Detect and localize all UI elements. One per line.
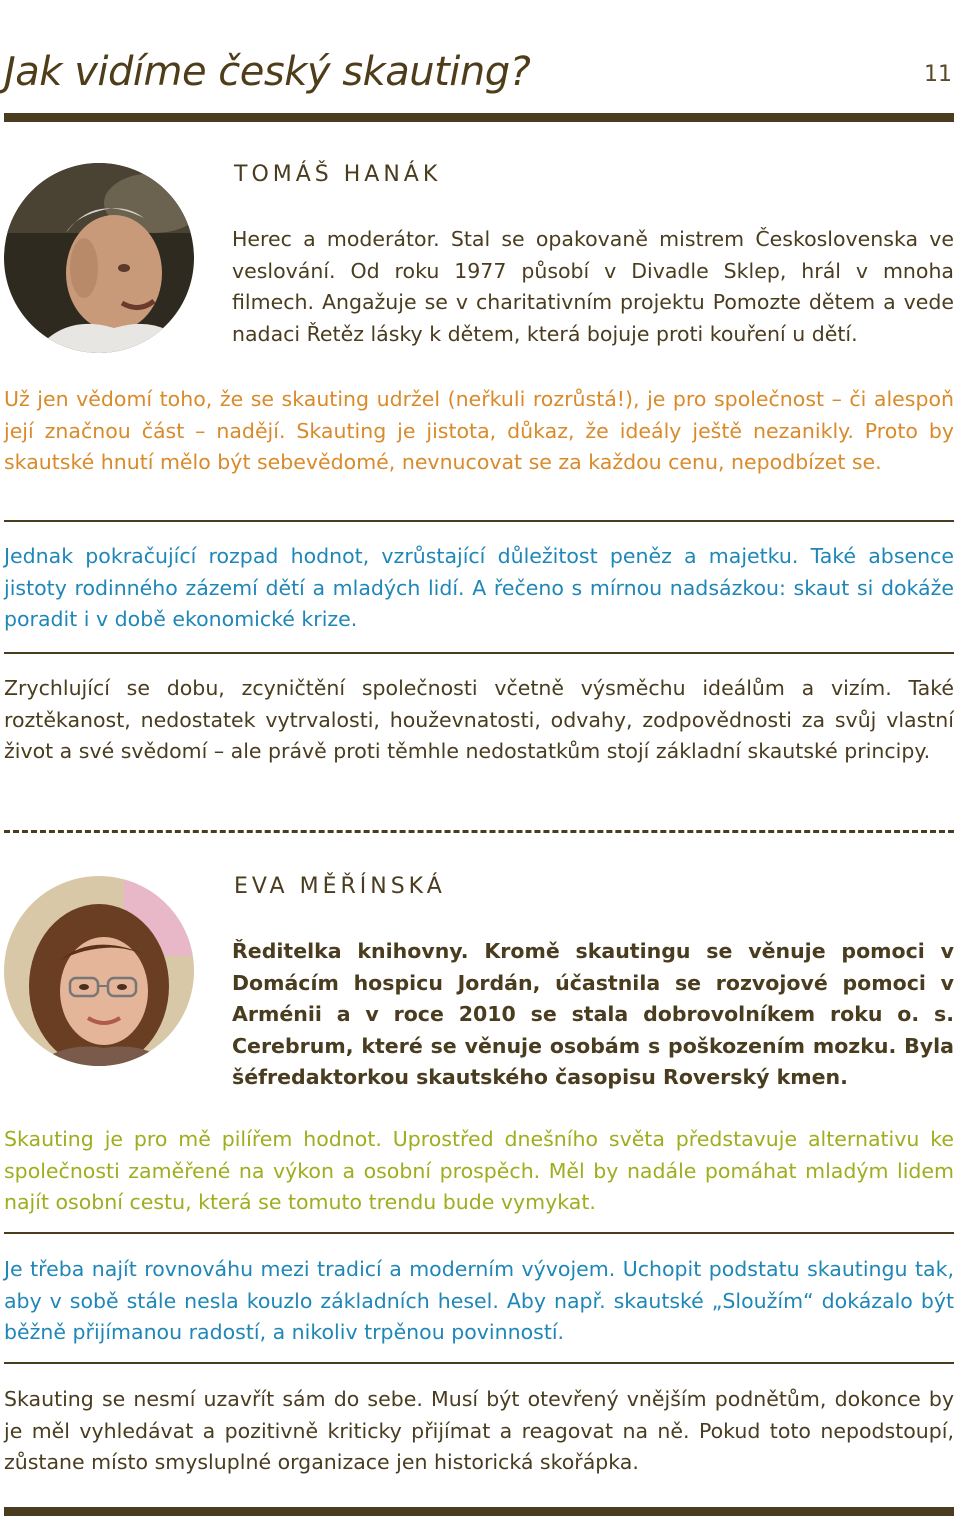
person-name: TOMÁŠ HANÁK <box>234 162 442 187</box>
person-name: EVA MĚŘÍNSKÁ <box>234 874 446 899</box>
person-bio: Ředitelka knihovny. Kromě skautingu se věnuje pomoci v Domácím hospicu Jordán, účastnila se rozvojové pomoci v Arménii a v roce 2010 se stala dobrovolníkem roku o. s. Cerebrum, které se věnuje osobám s poškozením mozku. Byla šéfredaktorkou skautského časopisu Roverský kmen. <box>232 939 954 1089</box>
page-number: 11 <box>924 62 952 87</box>
divider <box>4 1232 954 1234</box>
answer-paragraph: Jednak pokračující rozpad hodnot, vzrůstající důležitost peněz a majetku. Také absence jistoty rodinného zázemí dětí a mladých lidí. A řečeno s mírnou nadsázkou: skaut si dokáže poradit i v době ekonomické krize. <box>4 544 954 631</box>
answer-paragraph: Je třeba najít rovnováhu mezi tradicí a moderním vývojem. Uchopit podstatu skautingu tak, aby v sobě stále nesla kouzlo základních hesel. Aby např. skautské „Sloužím“ dokázalo být běžně přijímanou radostí, a nikoliv trpěnou povinností. <box>4 1257 954 1344</box>
answer-paragraph: Už jen vědomí toho, že se skauting udržel (neřkuli rozrůstá!), je pro společnost – či alespoň její značnou část – nadějí. Skauting je jistota, důkaz, že ideály ještě nezanikly. Proto by skautské hnutí mělo být sebevědomé, nevnucovat se za každou cenu, nepodbízet se. <box>4 387 954 474</box>
portrait-tomas-hanak <box>4 163 194 353</box>
bottom-rule <box>4 1507 954 1516</box>
portrait-eva-merinska <box>4 876 194 1066</box>
page-title: Jak vidíme český skauting? <box>4 49 531 95</box>
top-rule <box>4 113 954 122</box>
answer-paragraph: Zrychlující se dobu, zcyničtění společnosti včetně výsměchu ideálům a vizím. Také roztěkanost, nedostatek vytrvalosti, houževnatosti, odvahy, zodpovědnosti za svůj vlastní život a své svědomí – ale právě proti těmhle nedostatkům stojí základní skautské principy. <box>4 676 954 763</box>
answer-paragraph: Skauting je pro mě pilířem hodnot. Uprostřed dnešního světa představuje alternativu ke společnosti zaměřené na výkon a osobní prospěch. Měl by nadále pomáhat mladým lidem najít osobní cestu, která se tomuto trendu bude vymykat. <box>4 1127 954 1214</box>
divider <box>4 1362 954 1364</box>
person-bio: Herec a moderátor. Stal se opakovaně mistrem Československa ve veslování. Od roku 1977 působí v Divadle Sklep, hrál v mnoha filmech. Angažuje se v charitativním projektu Pomozte dětem a vede nadaci Řetěz lásky k dětem, která bojuje proti kouření u dětí. <box>232 227 954 346</box>
answer-paragraph: Skauting se nesmí uzavřít sám do sebe. Musí být otevřený vnějším podnětům, dokonce by je měl vyhledávat a pozitivně kriticky přijímat a reagovat na ně. Pokud toto nepodstoupí, zůstane místo smysluplné organizace jen historická skořápka. <box>4 1387 954 1474</box>
divider <box>4 520 954 522</box>
divider <box>4 652 954 654</box>
section-separator <box>4 830 954 833</box>
